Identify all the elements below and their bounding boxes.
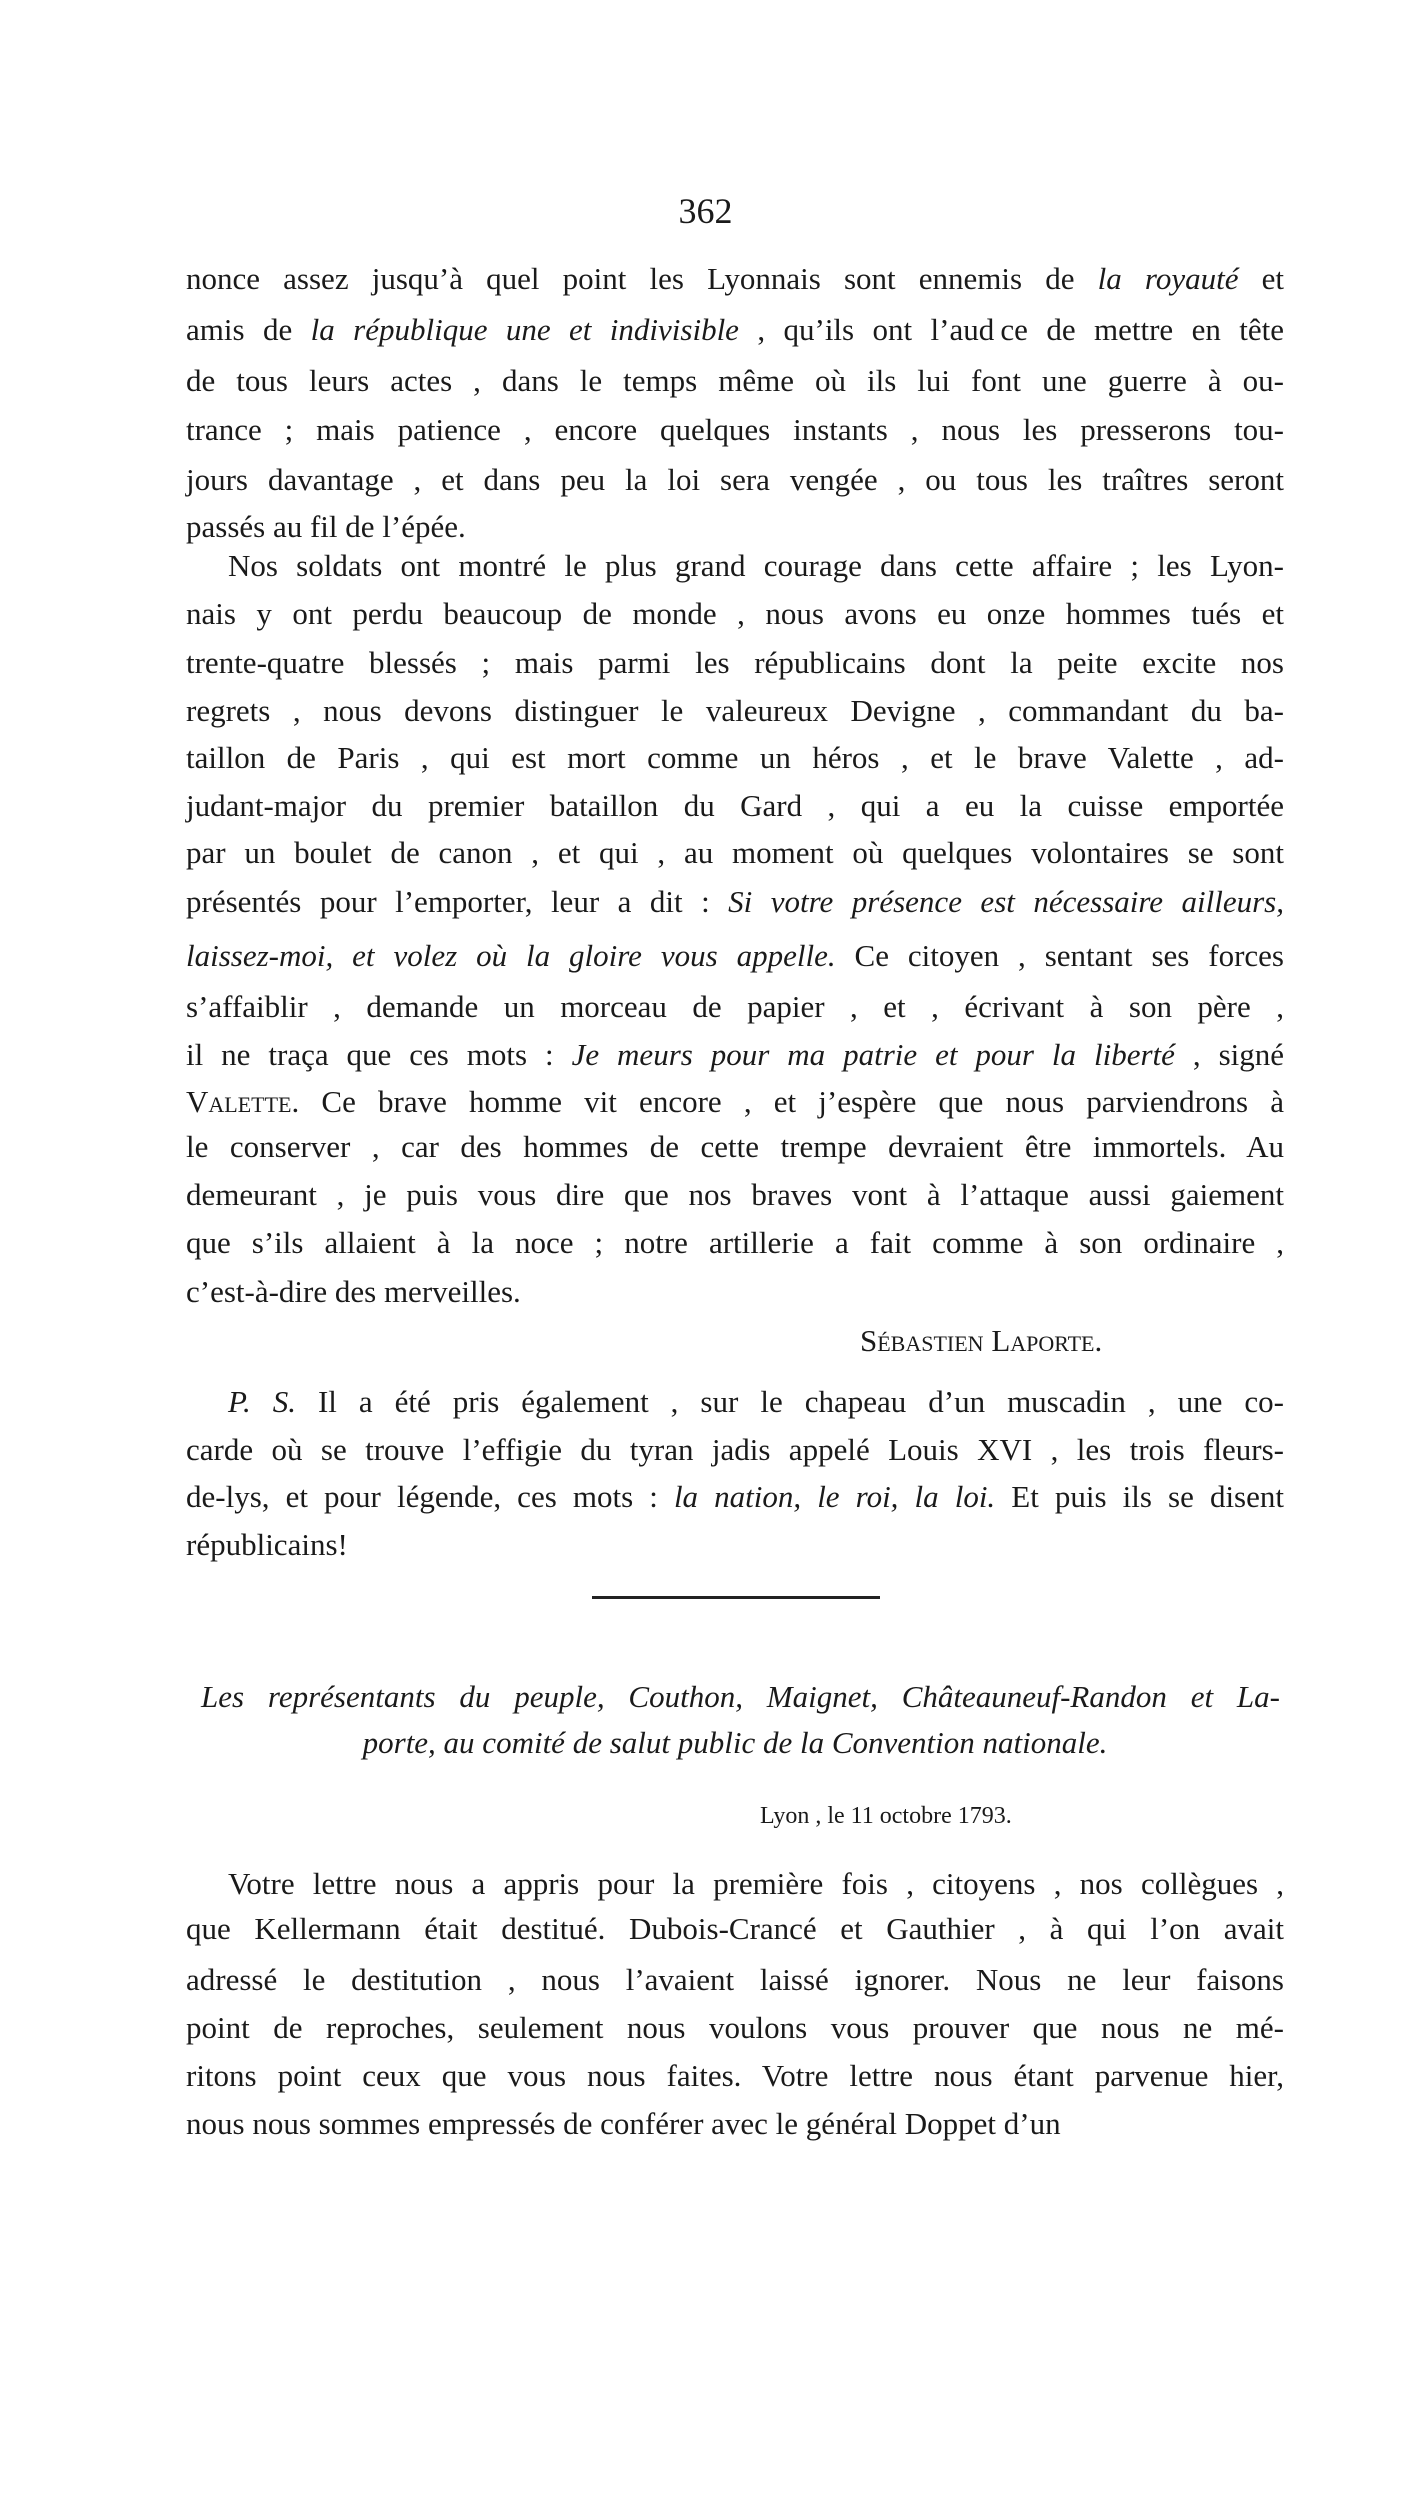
paragraph-3-line	[186, 1957, 1284, 2003]
text-run: le conserver , car des hommes de cette trempe devraient être immortels. Au	[186, 1129, 1284, 1164]
text-run: Nos soldats ont montré le plus grand courage dans cette affaire ; les Lyon-	[228, 548, 1284, 583]
text-run: adressé le destitution , nous l’avaient laissé ignorer. Nous ne leur faisons	[186, 1962, 1284, 1997]
paragraph-1-line	[186, 358, 1284, 404]
text-run: de tous leurs actes , dans le temps même où ils lui font une guerre à ou-	[186, 363, 1284, 398]
paragraph-2-line	[186, 1032, 1284, 1078]
paragraph-2-line	[186, 591, 1284, 637]
text-run: trance ; mais patience , encore quelques instants , nous les presserons tou-	[186, 412, 1284, 447]
postscript-line	[228, 1379, 1284, 1425]
text-run: républicains!	[186, 1527, 348, 1562]
text-run: judant-major du premier bataillon du Gard , qui a eu la cuisse emportée	[186, 788, 1284, 823]
text-run: amis de	[186, 312, 311, 347]
text-run: demeurant , je puis vous dire que nos braves vont à l’attaque aussi gaiement	[186, 1177, 1284, 1212]
text-run: présentés pour l’emporter, leur a dit :	[186, 884, 729, 919]
text-run: nonce assez jusqu’à quel point les Lyonnais sont ennemis de	[186, 261, 1098, 296]
letter-heading-line	[186, 1720, 1284, 1766]
text-run: nous nous sommes empressés de conférer avec le général Doppet d’un	[186, 2106, 1061, 2141]
text-run: nais y ont perdu beaucoup de monde , nous avons eu onze hommes tués et	[186, 596, 1284, 631]
text-run: regrets , nous devons distinguer le valeureux Devigne , commandant du ba-	[186, 693, 1284, 728]
italic-text-run: laissez-moi, et volez où la gloire vous appelle.	[186, 938, 836, 973]
text-run: et	[1238, 261, 1284, 296]
paragraph-2-line	[186, 735, 1284, 781]
italic-text-run: Les représentants du peuple, Couthon, Maignet, Châteauneuf-Randon et La-	[201, 1679, 1280, 1714]
paragraph-2-line	[186, 1172, 1284, 1218]
paragraph-2-line	[186, 879, 1284, 925]
signature-line	[860, 1318, 1102, 1364]
paragraph-2-line	[186, 1079, 1284, 1125]
text-run: c’est-à-dire des merveilles.	[186, 1274, 521, 1309]
text-run: carde où se trouve l’effigie du tyran jadis appelé Louis XVI , les trois fleurs-	[186, 1432, 1284, 1467]
text-run: Il a été pris également , sur le chapeau d’un muscadin , une co-	[295, 1384, 1284, 1419]
text-run: Ce brave homme vit encore , et j’espère que nous parviendrons à	[299, 1084, 1284, 1119]
paragraph-1-line	[186, 307, 1284, 353]
paragraph-2-line	[186, 1220, 1284, 1266]
paragraph-3-line	[186, 2101, 1284, 2147]
paragraph-3-line	[186, 1906, 1284, 1952]
dateline-line	[760, 1793, 1012, 1839]
small-caps-text-run: Sébastien Laporte.	[860, 1323, 1103, 1358]
paragraph-1-line	[186, 256, 1284, 302]
text-run: de-lys, et pour légende, ces mots :	[186, 1479, 674, 1514]
paragraph-2-line	[186, 1269, 1284, 1315]
section-divider	[592, 1596, 880, 1599]
small-caps-text-run: Valette.	[186, 1084, 300, 1119]
text-run: Et puis ils se disent	[995, 1479, 1284, 1514]
paragraph-3-line	[228, 1861, 1284, 1907]
text-run: il ne traça que ces mots :	[186, 1037, 572, 1072]
paragraph-2-line	[186, 640, 1284, 686]
postscript-line	[186, 1427, 1284, 1473]
text-run: taillon de Paris , qui est mort comme un héros , et le brave Valette , ad-	[186, 740, 1284, 775]
postscript-line	[186, 1474, 1284, 1520]
italic-text-run: P. S.	[228, 1384, 296, 1419]
paragraph-3-line	[186, 2053, 1284, 2099]
italic-text-run: Je meurs pour ma patrie et pour la liberté	[571, 1037, 1175, 1072]
italic-text-run: la république une et indivisible	[310, 312, 739, 347]
text-run: Ce citoyen , sentant ses forces	[835, 938, 1284, 973]
paragraph-2-line	[228, 543, 1284, 589]
paragraph-1-line	[186, 407, 1284, 453]
text-run: , signé	[1174, 1037, 1285, 1072]
text-run: , qu’ils ont l’aud ce de mettre en tête	[738, 312, 1284, 347]
paragraph-2-line	[186, 688, 1284, 734]
paragraph-2-line	[186, 1124, 1284, 1170]
italic-text-run: porte, au comité de salut public de la Convention nationale.	[362, 1725, 1108, 1760]
text-run: que s’ils allaient à la noce ; notre artillerie a fait comme à son ordinaire ,	[186, 1225, 1284, 1260]
text-run: Votre lettre nous a appris pour la première fois , citoyens , nos collègues ,	[228, 1866, 1284, 1901]
text-run: s’affaiblir , demande un morceau de papier , et , écrivant à son père ,	[186, 989, 1284, 1024]
paragraph-3-line	[186, 2005, 1284, 2051]
text-run: que Kellermann était destitué. Dubois-Crancé et Gauthier , à qui l’on avait	[186, 1911, 1284, 1946]
paragraph-1-line	[186, 457, 1284, 503]
text-run: ritons point ceux que vous nous faites. Votre lettre nous étant parvenue hier,	[186, 2058, 1284, 2093]
italic-text-run: la nation, le roi, la loi.	[673, 1479, 996, 1514]
italic-text-run: Si votre présence est nécessaire ailleurs,	[728, 884, 1284, 919]
text-run: passés au fil de l’épée.	[186, 509, 466, 544]
postscript-line	[186, 1522, 1284, 1568]
paragraph-2-line	[186, 830, 1284, 876]
paragraph-2-line	[186, 783, 1284, 829]
text-run: trente-quatre blessés ; mais parmi les républicains dont la peite excite nos	[186, 645, 1284, 680]
page-number: 362	[678, 191, 733, 231]
text-run: Lyon , le 11 octobre 1793.	[760, 1803, 1012, 1829]
paragraph-2-line	[186, 984, 1284, 1030]
letter-heading-line	[201, 1674, 1280, 1720]
italic-text-run: la royauté	[1097, 261, 1239, 296]
text-run: jours davantage , et dans peu la loi sera vengée , ou tous les traîtres seront	[186, 462, 1284, 497]
text-run: point de reproches, seulement nous voulons vous prouver que nous ne mé-	[186, 2010, 1284, 2045]
paragraph-2-line	[186, 933, 1284, 979]
text-run: par un boulet de canon , et qui , au moment où quelques volontaires se sont	[186, 835, 1284, 870]
